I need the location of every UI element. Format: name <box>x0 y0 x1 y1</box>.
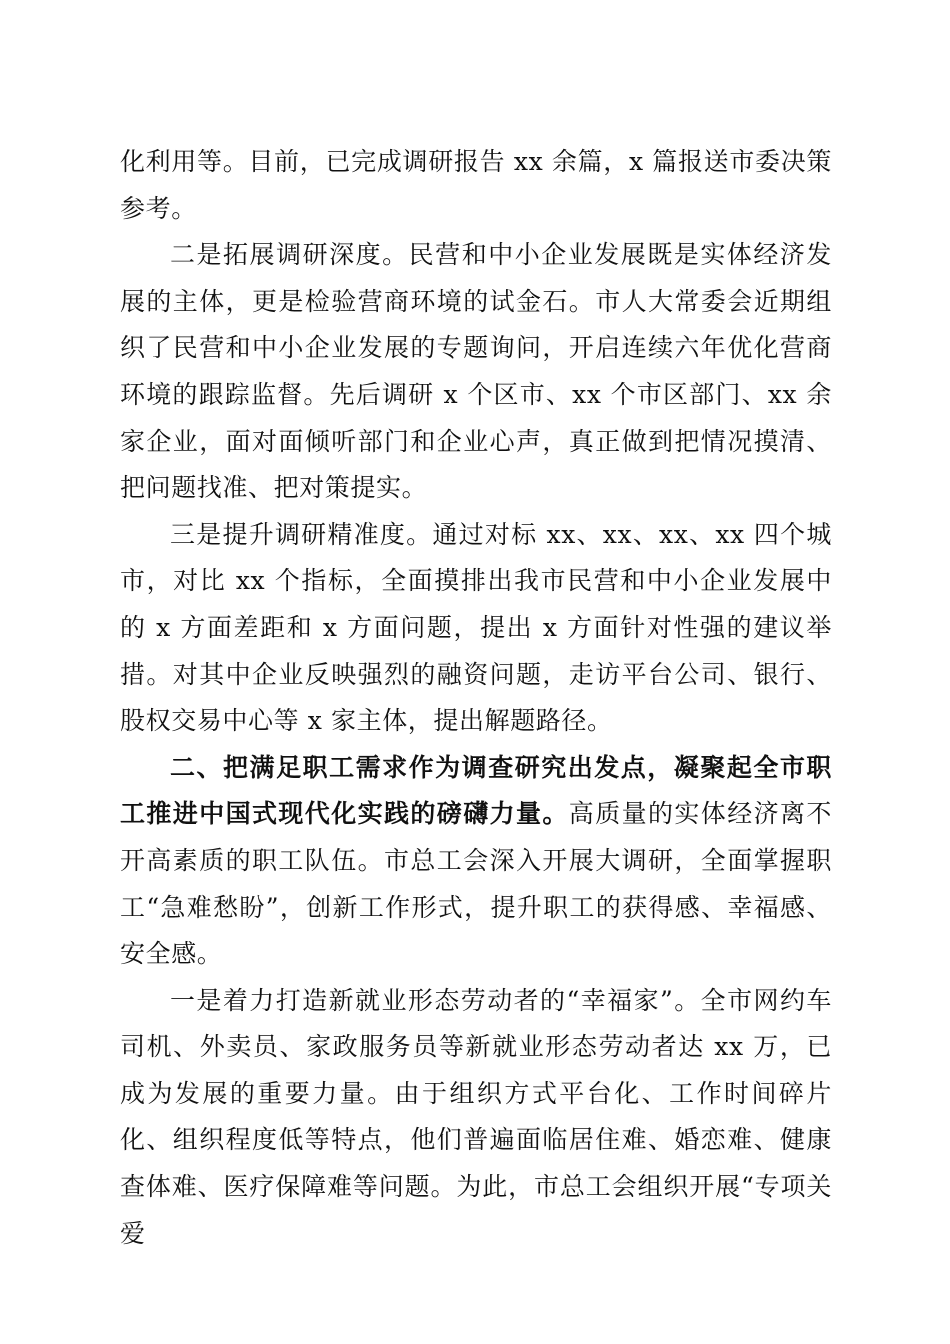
paragraph-improve-precision <box>120 512 832 745</box>
paragraph-lead: 三是提升调研精准度。 <box>170 519 433 549</box>
paragraph-lead: 一是着力打造新就业形态劳动者的“幸福家”。 <box>170 985 701 1015</box>
paragraph-continuation <box>120 139 832 232</box>
paragraph-text: 高质量的实体经济离不开高素质的职工队伍。市总工会深入开展大调研，全面掌握职工“急难愁盼”，创新工作形式，提升职工的获得感、幸福感、安全感。 <box>120 799 832 969</box>
document-body <box>120 139 832 1257</box>
paragraph-happy-home <box>120 978 832 1258</box>
paragraph-text: 化利用等。目前，已完成调研报告 xx 余篇，x 篇报送市委决策参考。 <box>120 147 832 223</box>
paragraph-text: 通过对标 xx、xx、xx、xx 四个城市，对比 xx 个指标，全面摸排出我市民营和中小企业发展中的 x 方面差距和 x 方面问题，提出 x 方面针对性强的建议举措。对其中企业反映强烈的融资问题，走访平台公司、银行、股权交易中心等 x 家主体，提出解题路径。 <box>120 519 832 736</box>
section-heading: 二、把满足职工需求作为调查研究出发点，凝聚起全市职工推进中国式现代化实践的磅礴力量。 <box>120 752 832 829</box>
paragraph-section-two <box>120 745 832 978</box>
paragraph-text: 全市网约车司机、外卖员、家政服务员等新就业形态劳动者达 xx 万，已成为发展的重要力量。由于组织方式平台化、工作时间碎片化、组织程度低等特点，他们普遍面临居住难、婚恋难、健康查体难、医疗保障难等问题。为此，市总工会组织开展“专项关爱 <box>120 985 832 1248</box>
paragraph-text: 民营和中小企业发展既是实体经济发展的主体，更是检验营商环境的试金石。市人大常委会近期组织了民营和中小企业发展的专题询问，开启连续六年优化营商环境的跟踪监督。先后调研 x 个区市、xx 个市区部门、xx 余家企业，面对面倾听部门和企业心声，真正做到把情况摸清、把问题找准、把对策提实。 <box>120 240 832 503</box>
paragraph-expand-depth <box>120 232 832 512</box>
paragraph-lead: 二是拓展调研深度。 <box>170 240 409 270</box>
